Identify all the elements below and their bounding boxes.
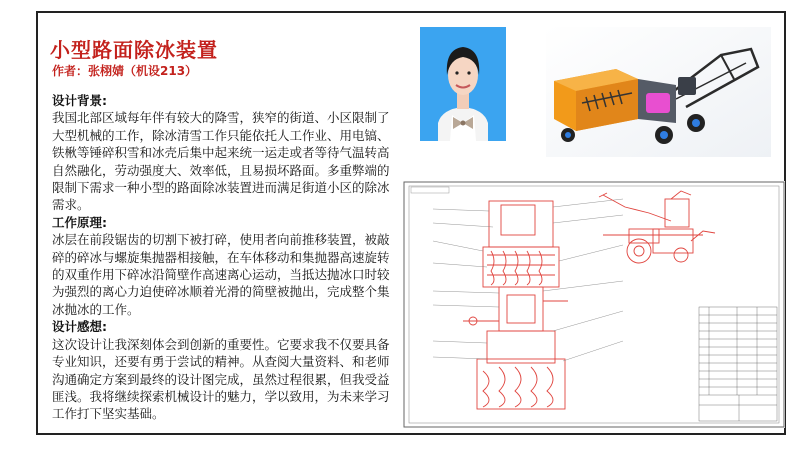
paragraph-principle: 冰层在前段锯齿的切割下被打碎，使用者向前推移装置，被敲碎的碎冰与螺旋集抛器相接触，在车体移动和集抛器高速旋转的双重作用下碎冰沿简壁作高速离心运动，当抵达抛冰口时较为强烈的离心力迫使碎冰顺着光滑的简壁被抛出，完成整个集冰抛冰的工作。: [52, 232, 390, 317]
author-line: 作者：张栩婧（机设213）: [52, 64, 198, 78]
engineering-drawing: [403, 181, 785, 428]
author-photo: [420, 27, 506, 141]
machine-3d-render: [546, 27, 771, 157]
paragraph-background: 我国北部区域每年伴有较大的降雪，狭窄的街道、小区限制了大型机械的工作，除冰清雪工作只能依托人工作业、用电镐、铁楸等锤碎积雪和冰壳后集中起来统一运走或者等待气温转高自然融化，劳动强度大、效率低，且易损坏路面。多重弊端的限制下需求一种小型的路面除冰装置进而满足街道小区的除冰需求。: [52, 110, 390, 213]
heading-reflection: 设计感想:: [52, 319, 107, 335]
heading-principle: 工作原理:: [52, 214, 107, 230]
paragraph-reflection: 这次设计让我深刻体会到创新的重要性。它要求我不仅要具备专业知识，还要有勇于尝试的精神。从查阅大量资料、和老师沟通确定方案到最终的设计图完成，虽然过程很累，但我受益匪浅。我将继续探索机械设计的魅力，学以致用，为未来学习工作打下坚实基础。: [52, 336, 390, 422]
heading-background: 设计背景:: [52, 93, 107, 108]
design-text: [52, 92, 397, 423]
poster-title: 小型路面除冰装置: [50, 38, 218, 62]
